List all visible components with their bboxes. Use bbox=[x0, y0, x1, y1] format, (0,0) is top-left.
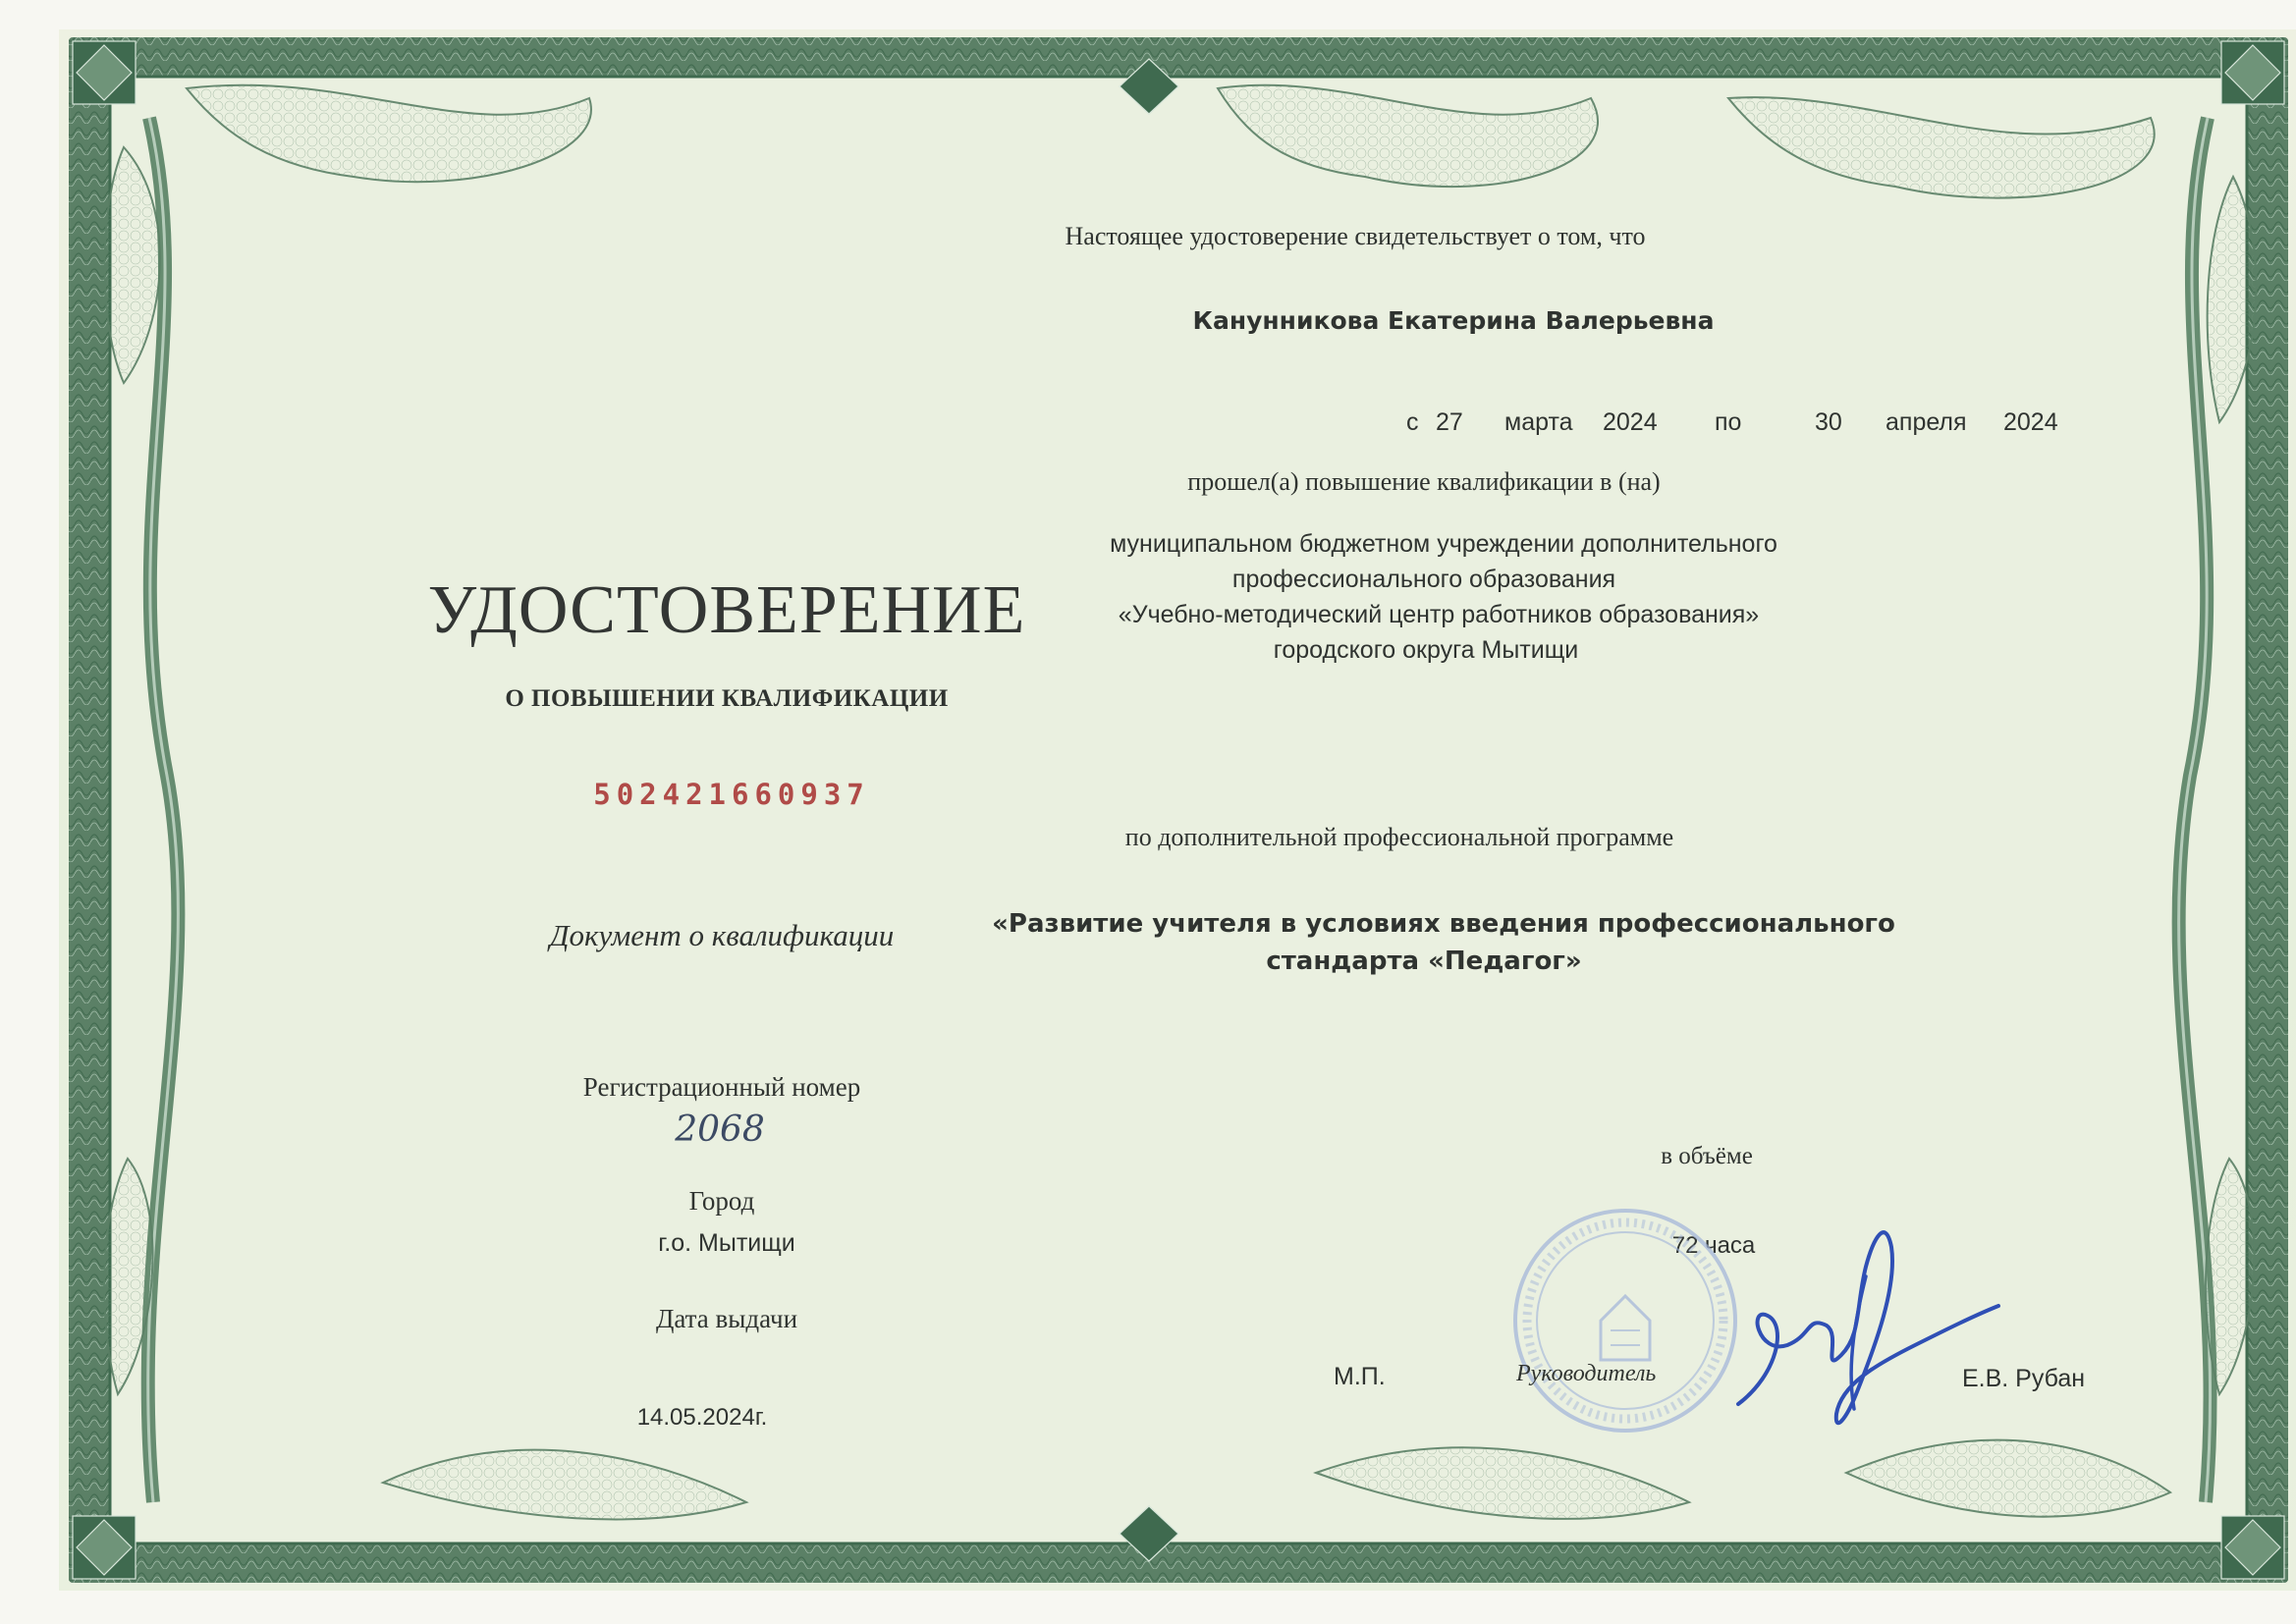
period-from-year: 2024 bbox=[1603, 408, 1658, 436]
period-from-month: марта bbox=[1504, 408, 1573, 436]
issue-date-label: Дата выдачи bbox=[655, 1304, 798, 1333]
holder-name: Канунникова Екатерина Валерьевна bbox=[1192, 306, 1715, 335]
organization-line: «Учебно-методический центр работников образования» bbox=[1118, 601, 1760, 628]
organization-line: профессионального образования bbox=[1231, 566, 1616, 593]
head-label: Руководитель bbox=[1516, 1361, 1657, 1386]
program-title-line: стандарта «Педагог» bbox=[1266, 947, 1582, 976]
organization-line: городского округа Мытищи bbox=[1273, 636, 1579, 664]
volume-label: в объёме bbox=[1661, 1143, 1753, 1169]
program-title-line: «Развитие учителя в условиях введения профессионального bbox=[992, 909, 1895, 939]
serial-number: 502421660937 bbox=[593, 778, 870, 811]
period-to-month: апреля bbox=[1886, 408, 1967, 436]
organization-line: муниципальном бюджетном учреждении дополнительного bbox=[1110, 530, 1777, 558]
volume-value: 72 часа bbox=[1671, 1232, 1756, 1259]
certificate-sheet bbox=[59, 29, 2296, 1591]
document-title: УДОСТОВЕРЕНИЕ bbox=[427, 572, 1026, 648]
official-stamp-icon bbox=[1507, 1203, 1743, 1438]
signature-icon bbox=[1719, 1208, 2003, 1443]
period-to-prefix: по bbox=[1715, 408, 1742, 436]
intro-text: Настоящее удостоверение свидетельствует о том, что bbox=[1065, 222, 1646, 250]
completed-text: прошел(а) повышение квалификации в (на) bbox=[1187, 467, 1661, 496]
period-to-year: 2024 bbox=[2003, 408, 2058, 436]
stamp-place-label: М.П. bbox=[1334, 1363, 1386, 1390]
document-subtitle: О ПОВЫШЕНИИ КВАЛИФИКАЦИИ bbox=[505, 685, 949, 712]
registration-number-label: Регистрационный номер bbox=[582, 1072, 861, 1102]
program-label: по дополнительной профессиональной программе bbox=[1124, 823, 1674, 851]
period-to-day: 30 bbox=[1815, 408, 1842, 436]
head-name: Е.В. Рубан bbox=[1962, 1365, 2086, 1392]
issue-date-value: 14.05.2024г. bbox=[636, 1404, 768, 1431]
city-label: Город bbox=[688, 1186, 755, 1216]
period-from-prefix: с bbox=[1406, 408, 1419, 436]
document-type: Документ о квалификации bbox=[549, 918, 895, 952]
period-from-day: 27 bbox=[1436, 408, 1463, 436]
city-value: г.о. Мытищи bbox=[658, 1229, 795, 1257]
registration-number-value: 2068 bbox=[675, 1110, 765, 1150]
